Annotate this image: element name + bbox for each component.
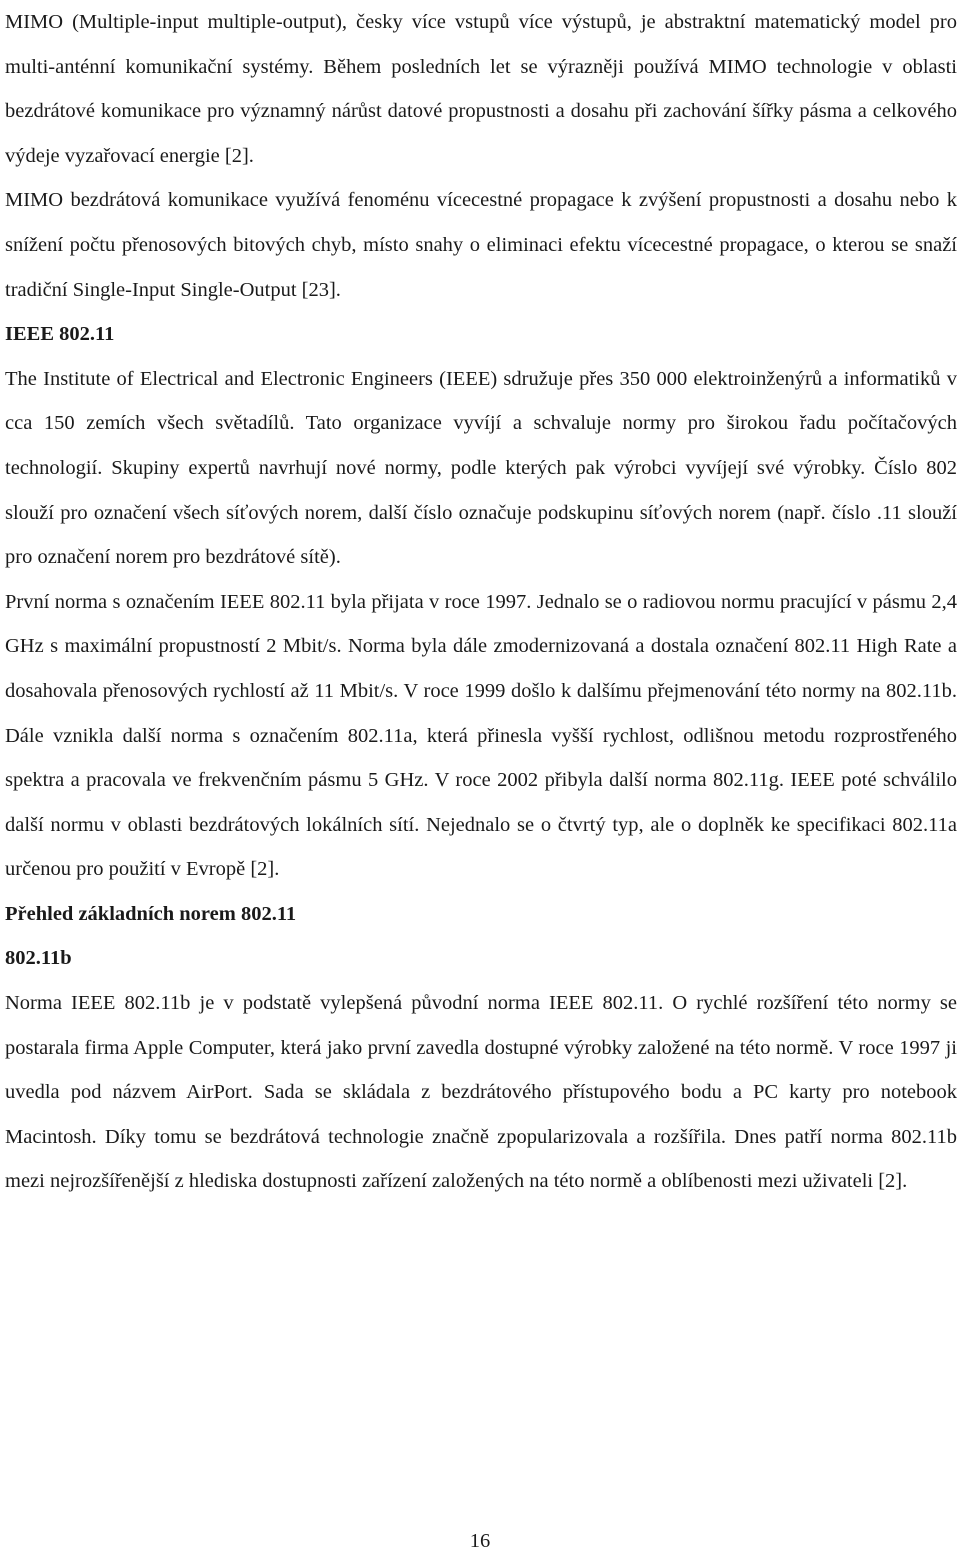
page-number: 16: [469, 1530, 491, 1552]
paragraph-mimo-intro: MIMO (Multiple-input multiple-output), česky více vstupů více výstupů, je abstraktní matematický model pro multi-anténní komunikační systémy. Během posledních let se výrazněji používá MIMO technologie v oblasti bezdrátové komunikace pro významný nárůst datové propustnosti a dosahu při zachování šířky pásma a celkového výdeje vyzařovací energie [2].: [5, 11, 957, 167]
paragraph-mimo-multipath: MIMO bezdrátová komunikace využívá fenoménu vícecestné propagace k zvýšení propustnosti a dosahu nebo k snížení počtu přenosových bitových chyb, místo snahy o eliminaci efektu vícecestné propagace, o kterou se snaží tradiční Single-Input Single-Output [23].: [5, 189, 957, 301]
heading-802-11b: 802.11b: [5, 947, 72, 970]
heading-overview-norms: Přehled základních norem 802.11: [5, 902, 297, 925]
document-body: [5, 0, 957, 1204]
heading-ieee-802-11: IEEE 802.11: [5, 323, 115, 346]
paragraph-ieee-institute: The Institute of Electrical and Electronic Engineers (IEEE) sdružuje přes 350 000 elektroinženýrů a informatiků v cca 150 zemích všech světadílů. Tato organizace vyvíjí a schvaluje normy pro širokou řadu počítačových technologií. Skupiny expertů navrhují nové normy, podle kterých pak výrobci vyvíjejí své výrobky. Číslo 802 slouží pro označení všech síťových norem, další číslo označuje podskupinu síťových norem (např. číslo .11 slouží pro označení norem pro bezdrátové sítě).: [5, 367, 957, 569]
paragraph-802-11b: Norma IEEE 802.11b je v podstatě vylepšená původní norma IEEE 802.11. O rychlé rozšíření této normy se postarala firma Apple Computer, která jako první zavedla dostupné výrobky založené na této normě. V roce 1997 ji uvedla pod názvem AirPort. Sada se skládala z bezdrátového přístupového bodu a PC karty pro notebook Macintosh. Díky tomu se bezdrátová technologie značně zpopularizovala a rozšířila. Dnes patří norma 802.11b mezi nejrozšířenější z hlediska dostupnosti zařízení založených na této normě a oblíbenosti mezi uživateli [2].: [5, 992, 957, 1193]
paragraph-first-norm: První norma s označením IEEE 802.11 byla přijata v roce 1997. Jednalo se o radiovou normu pracující v pásmu 2,4 GHz s maximální propustností 2 Mbit/s. Norma byla dále zmodernizovaná a dostala označení 802.11 High Rate a dosahovala přenosových rychlostí až 11 Mbit/s. V roce 1999 došlo k dalšímu přejmenování této normy na 802.11b. Dále vznikla další norma s označením 802.11a, která přinesla vyšší rychlost, odlišnou metodu rozprostřeného spektra a pracovala ve frekvenčním pásmu 5 GHz. V roce 2002 přibyla další norma 802.11g. IEEE poté schválilo další normu v oblasti bezdrátových lokálních sítí. Nejednalo se o čtvrtý typ, ale o doplněk ke specifikaci 802.11a určenou pro použití v Evropě [2].: [5, 590, 957, 881]
